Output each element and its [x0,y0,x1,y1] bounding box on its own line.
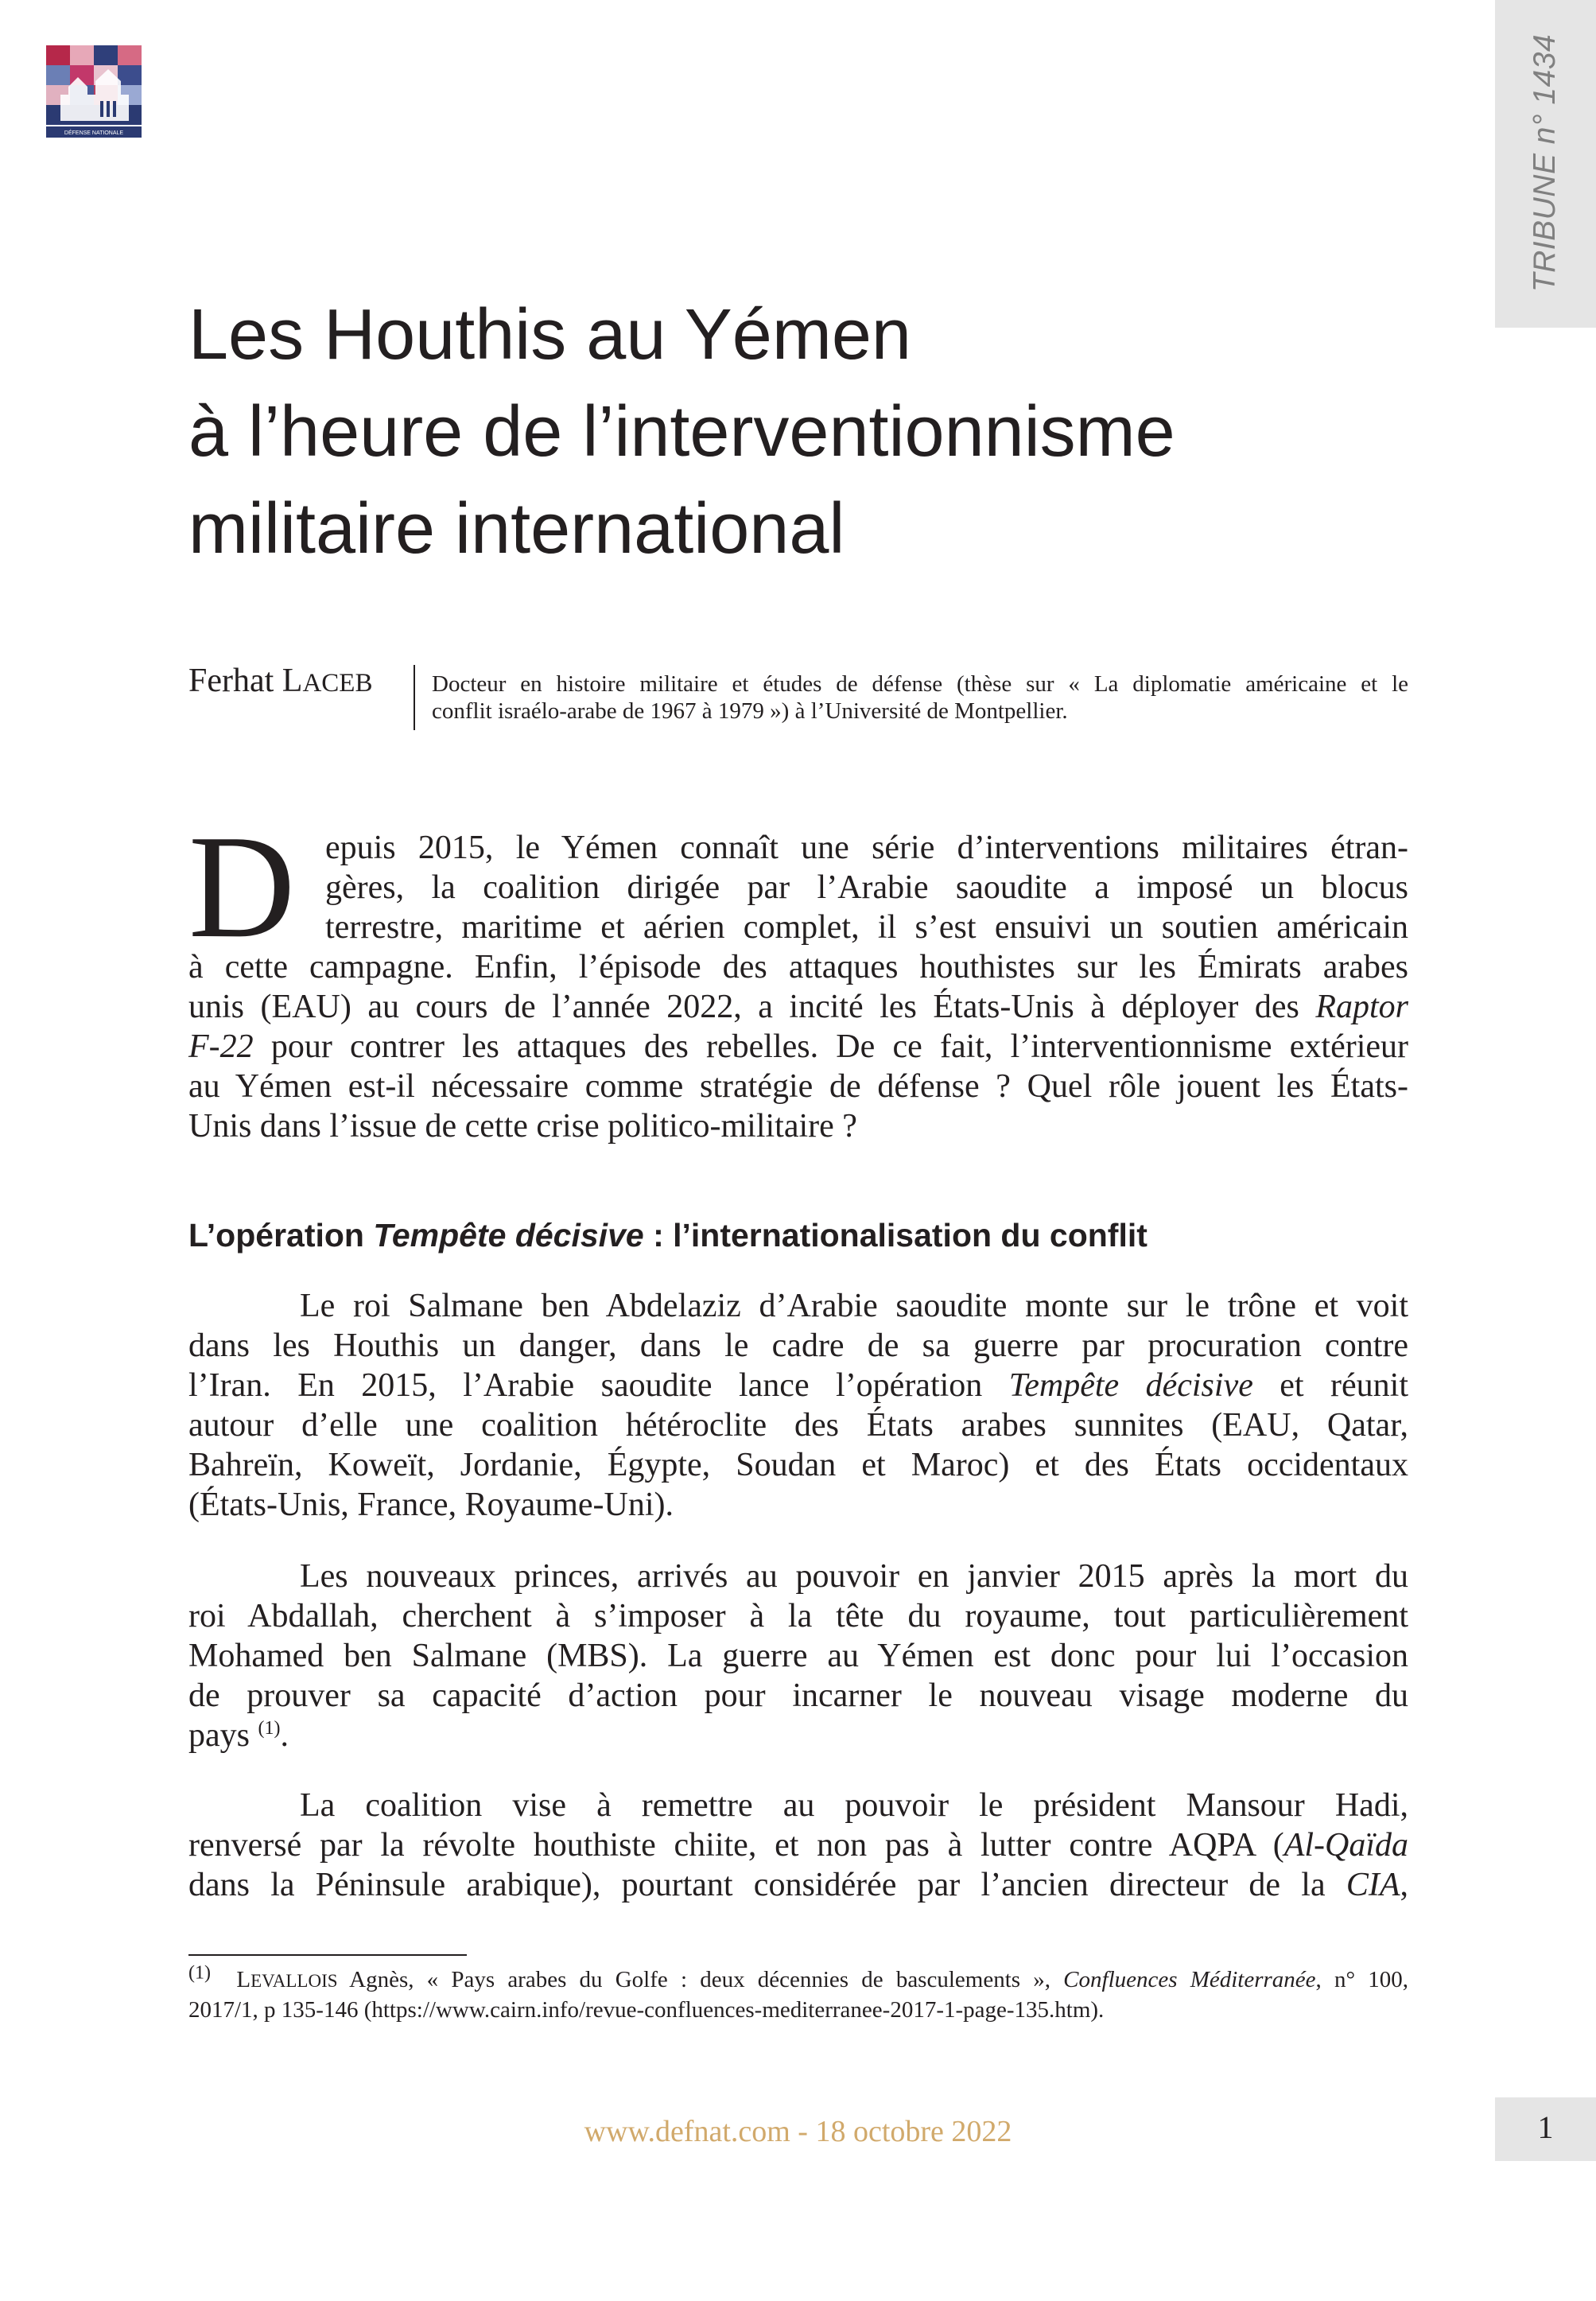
intro-line: à cette campagne. Enfin, l’épisode des attaques houthistes sur les Émirats arabes [188,949,1408,985]
intro-line: unis (EAU) au cours de l’année 2022, a incité les États-Unis à déployer des Raptor [188,989,1408,1025]
footnote-line: $^{(1)}$ LEVALLOIS Agnès, « Pays arabes du Golfe : deux décennies de basculements », Confluences Méditerranée, n° 100, [188,1962,1409,1992]
page-number: 1 [1537,2109,1554,2145]
page-number-tab [1495,2097,1596,2161]
paragraph-line: Bahreïn, Koweït, Jordanie, Égypte, Soudan et Maroc) et des États occidentaux [188,1447,1408,1483]
title-line: Les Houthis au Yémen [188,295,911,375]
paragraph-line: Les nouveaux princes, arrivés au pouvoir en janvier 2015 après la mort du [300,1558,1408,1595]
paragraph-3 [188,1786,1408,1905]
author-name: Ferhat LACEB [188,663,373,699]
intro-indented [325,828,1408,947]
intro-line: gères, la coalition dirigée par l’Arabie saoudite a imposé un blocus [325,869,1408,906]
bio-line: Docteur en histoire militaire et études de défense (thèse sur « La diplomatie américaine et le [432,671,1408,697]
intro-line: Unis dans l’issue de cette crise politico-militaire ? [188,1108,857,1145]
article-title [188,286,1429,577]
title-line: militaire international [188,489,845,569]
footnote-line[interactable]: 2017/1, p 135-146 (https://www.cairn.info/revue-confluences-mediterranee-2017-1-page-135.htm). [188,1997,1105,2023]
bio-line: conflit israélo-arabe de 1967 à 1979 ») à l’Université de Montpellier. [432,698,1068,724]
footnote-divider [188,1954,467,1956]
author-divider [414,665,415,730]
publication-logo [46,45,142,141]
title-line: à l’heure de l’interventionnisme [188,392,1175,472]
intro-line: terrestre, maritime et aérien complet, il s’est ensuivi un soutien américain [325,909,1408,946]
section-heading: L’opération Tempête décisive : l’internationalisation du conflit [188,1217,1147,1254]
paragraph-line: dans la Péninsule arabique), pourtant considérée par l’ancien directeur de la CIA, [188,1867,1408,1903]
drop-cap: D [188,805,296,969]
paragraph-line: renversé par la révolte houthiste chiite, et non pas à lutter contre AQPA (Al-Qaïda [188,1827,1408,1864]
paragraph-line: Le roi Salmane ben Abdelaziz d’Arabie saoudite monte sur le trône et voit [300,1288,1408,1324]
paragraph-2 [188,1557,1408,1755]
intro-line: F-22 pour contrer les attaques des rebelles. De ce fait, l’interventionnisme extérieur [188,1028,1408,1065]
paragraph-line: Mohamed ben Salmane (MBS). La guerre au Yémen est donc pour lui l’occasion [188,1638,1408,1674]
page-footer[interactable]: www.defnat.com - 18 octobre 2022 [584,2115,1012,2148]
paragraph-line: de prouver sa capacité d’action pour incarner le nouveau visage moderne du [188,1677,1408,1714]
paragraph-line: autour d’elle une coalition hétéroclite des États arabes sunnites (EAU, Qatar, [188,1407,1408,1444]
tribune-label: TRIBUNE n° 1434 [1528,33,1562,293]
paragraph-line: pays $^{(1)}$. [188,1717,289,1754]
paragraph-line: l’Iran. En 2015, l’Arabie saoudite lance l’opération Tempête décisive et réunit [188,1367,1409,1404]
paragraph-line: roi Abdallah, cherchent à s’imposer à la tête du royaume, tout particulièrement [188,1598,1408,1634]
intro-paragraph [188,947,1408,1146]
intro-line: au Yémen est-il nécessaire comme stratégie de défense ? Quel rôle jouent les États- [188,1068,1408,1105]
tribune-tab [1495,0,1596,328]
intro-line: epuis 2015, le Yémen connaît une série d’interventions militaires étran- [325,830,1408,866]
paragraph-line: (États-Unis, France, Royaume-Uni). [188,1487,674,1523]
logo-caption: DÉFENSE NATIONALE [64,130,124,136]
paragraph-line: La coalition vise à remettre au pouvoir le président Mansour Hadi, [300,1787,1408,1824]
footnote [188,1962,1409,2025]
author-bio [432,670,1408,725]
logo-icon [46,45,142,141]
footnote-ref[interactable]: (1) [258,1718,281,1739]
paragraph-1 [188,1286,1408,1525]
paragraph-line: dans les Houthis un danger, dans le cadre de sa guerre par procuration contre [188,1327,1408,1364]
